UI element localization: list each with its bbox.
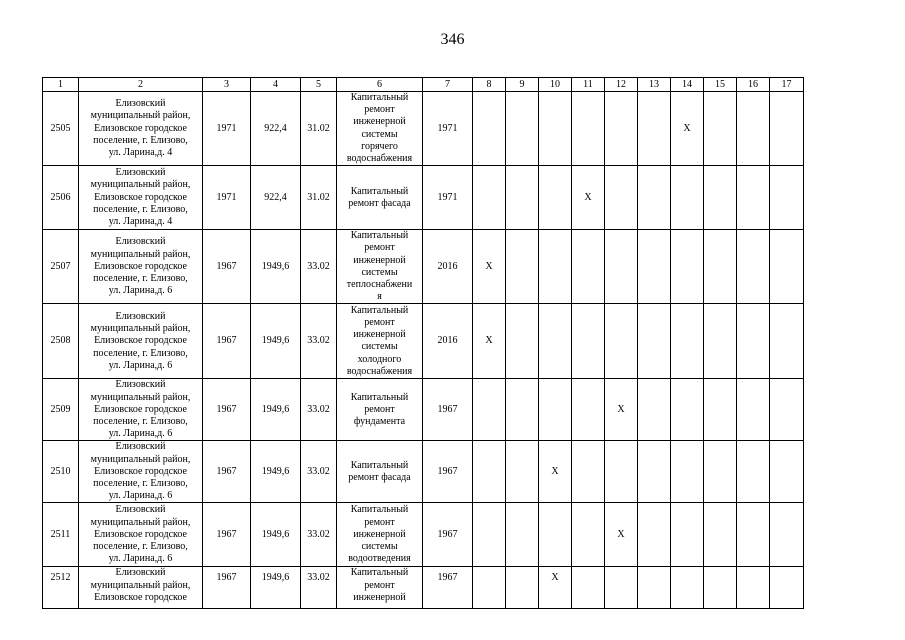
mark-cell <box>506 379 539 441</box>
type-code: 33.02 <box>301 441 337 503</box>
work-type-cell-line: ремонт <box>364 403 395 415</box>
mark-cell <box>704 230 737 304</box>
mark-cell <box>638 441 671 503</box>
work-type-cell-line: инженерной <box>353 329 406 341</box>
mark-cell <box>704 567 737 609</box>
mark-cell <box>770 379 804 441</box>
mark-cell <box>506 441 539 503</box>
address-cell-line: Елизовское городское <box>94 528 187 540</box>
planned-year: 1967 <box>423 379 473 441</box>
construction-year: 1967 <box>203 379 251 441</box>
address-cell-line: поселение, г. Елизово, <box>93 272 188 284</box>
work-type-cell-line: ремонт фасада <box>348 197 411 209</box>
work-type-cell-line: водоотведения <box>348 553 411 565</box>
type-code: 31.02 <box>301 166 337 230</box>
mark-cell <box>605 92 638 166</box>
column-header: 3 <box>203 78 251 92</box>
mark-cell <box>671 304 704 379</box>
mark-cell <box>473 567 506 609</box>
work-type-cell <box>337 92 423 166</box>
mark-cell <box>506 230 539 304</box>
mark-cell <box>473 92 506 166</box>
mark-cell <box>473 379 506 441</box>
mark-cell <box>671 379 704 441</box>
table-row <box>43 92 804 166</box>
work-type-cell-line: системы <box>361 341 398 353</box>
planned-year: 2016 <box>423 304 473 379</box>
type-code: 33.02 <box>301 379 337 441</box>
area-value: 1949,6 <box>251 503 301 567</box>
address-cell-line: Елизовское городское <box>94 403 187 415</box>
column-header: 13 <box>638 78 671 92</box>
address-cell-line: ул. Ларина,д. 6 <box>108 359 173 371</box>
address-cell-line: Елизовское городское <box>94 465 187 477</box>
work-type-cell-line: системы <box>361 266 398 278</box>
page-number: 346 <box>440 31 465 48</box>
work-type-cell-line: системы <box>361 128 398 140</box>
address-cell-line: Елизовское городское <box>94 335 187 347</box>
address-cell-line: поселение, г. Елизово, <box>93 541 188 553</box>
mark-cell <box>737 441 770 503</box>
type-code: 31.02 <box>301 92 337 166</box>
work-type-cell-line: ремонт <box>364 317 395 329</box>
mark-cell <box>572 567 605 609</box>
planned-year: 1967 <box>423 503 473 567</box>
column-header: 5 <box>301 78 337 92</box>
planned-year: 1967 <box>423 567 473 609</box>
work-type-cell-line: теплоснабжени <box>346 279 413 291</box>
column-header: 6 <box>337 78 423 92</box>
address-cell <box>79 166 203 230</box>
address-cell-line: ул. Ларина,д. 4 <box>108 146 173 158</box>
mark-cell <box>506 92 539 166</box>
area-value: 922,4 <box>251 166 301 230</box>
address-cell <box>79 441 203 503</box>
mark-cell <box>770 166 804 230</box>
mark-cell <box>638 92 671 166</box>
address-cell <box>79 304 203 379</box>
address-cell-line: Елизовское городское <box>94 591 187 603</box>
table-row <box>43 503 804 567</box>
row-number: 2510 <box>43 441 79 503</box>
address-cell-line: ул. Ларина,д. 6 <box>108 285 173 297</box>
mark-cell <box>770 230 804 304</box>
mark-cell <box>539 304 572 379</box>
mark-cell <box>671 441 704 503</box>
address-cell-line: ул. Ларина,д. 6 <box>108 428 173 440</box>
mark-cell <box>638 503 671 567</box>
work-type-cell <box>337 166 423 230</box>
area-value: 922,4 <box>251 92 301 166</box>
row-number: 2507 <box>43 230 79 304</box>
address-cell <box>79 567 203 609</box>
mark-cell <box>572 92 605 166</box>
work-type-cell <box>337 567 423 609</box>
address-cell-line: Елизовский <box>115 167 166 179</box>
construction-year: 1971 <box>203 166 251 230</box>
mark-cell <box>638 230 671 304</box>
mark-cell: X <box>473 230 506 304</box>
work-type-cell-line: инженерной <box>353 591 406 603</box>
mark-cell <box>737 379 770 441</box>
construction-year: 1967 <box>203 304 251 379</box>
mark-cell <box>671 567 704 609</box>
work-type-cell-line: инженерной <box>353 116 406 128</box>
row-number: 2511 <box>43 503 79 567</box>
address-cell-line: муниципальный район, <box>90 579 191 591</box>
construction-year: 1967 <box>203 230 251 304</box>
mark-cell: X <box>605 379 638 441</box>
row-number: 2506 <box>43 166 79 230</box>
planned-year: 1971 <box>423 166 473 230</box>
address-cell-line: Елизовское городское <box>94 260 187 272</box>
planned-year: 1971 <box>423 92 473 166</box>
address-cell-line: муниципальный район, <box>90 248 191 260</box>
mark-cell <box>605 304 638 379</box>
address-cell-line: поселение, г. Елизово, <box>93 478 188 490</box>
mark-cell <box>638 304 671 379</box>
work-type-cell-line: я <box>377 291 382 303</box>
address-cell <box>79 230 203 304</box>
table-body <box>43 78 804 609</box>
mark-cell <box>671 503 704 567</box>
address-cell-line: Елизовский <box>115 379 166 391</box>
construction-year: 1967 <box>203 503 251 567</box>
work-type-cell-line: фундамента <box>353 416 406 428</box>
mark-cell: X <box>605 503 638 567</box>
row-number: 2508 <box>43 304 79 379</box>
mark-cell <box>704 92 737 166</box>
column-header: 12 <box>605 78 638 92</box>
address-cell-line: Елизовский <box>115 310 166 322</box>
address-cell-line: Елизовский <box>115 236 166 248</box>
address-cell-line: ул. Ларина,д. 6 <box>108 553 173 565</box>
type-code: 33.02 <box>301 230 337 304</box>
table-row <box>43 166 804 230</box>
column-header: 7 <box>423 78 473 92</box>
mark-cell <box>506 567 539 609</box>
row-number: 2509 <box>43 379 79 441</box>
table-row <box>43 379 804 441</box>
address-cell-line: муниципальный район, <box>90 323 191 335</box>
address-cell-line: поселение, г. Елизово, <box>93 347 188 359</box>
work-type-cell-line: Капитальный <box>350 459 409 471</box>
mark-cell <box>671 230 704 304</box>
work-type-cell-line: горячего <box>361 140 398 152</box>
mark-cell <box>737 503 770 567</box>
mark-cell <box>704 441 737 503</box>
mark-cell <box>770 567 804 609</box>
area-value: 1949,6 <box>251 230 301 304</box>
address-cell-line: ул. Ларина,д. 6 <box>108 490 173 502</box>
table-row <box>43 567 804 609</box>
work-type-cell-line: холодного <box>357 353 402 365</box>
mark-cell: X <box>572 166 605 230</box>
work-type-cell-line: Капитальный <box>350 567 409 579</box>
address-cell-line: ул. Ларина,д. 4 <box>108 216 173 228</box>
table-row <box>43 441 804 503</box>
construction-year: 1967 <box>203 441 251 503</box>
work-type-cell-line: инженерной <box>353 528 406 540</box>
address-cell <box>79 92 203 166</box>
mark-cell <box>704 166 737 230</box>
header-row <box>43 78 804 92</box>
mark-cell <box>506 166 539 230</box>
mark-cell <box>638 166 671 230</box>
work-type-cell-line: Капитальный <box>350 504 409 516</box>
mark-cell <box>473 503 506 567</box>
work-type-cell-line: ремонт <box>364 579 395 591</box>
address-cell <box>79 379 203 441</box>
work-type-cell <box>337 503 423 567</box>
work-type-cell <box>337 230 423 304</box>
address-cell-line: муниципальный район, <box>90 391 191 403</box>
mark-cell <box>704 379 737 441</box>
table-row <box>43 304 804 379</box>
address-cell-line: муниципальный район, <box>90 453 191 465</box>
work-type-cell-line: Капитальный <box>350 391 409 403</box>
work-type-cell-line: водоснабжения <box>346 153 413 165</box>
mark-cell <box>605 567 638 609</box>
registry-table <box>42 77 804 609</box>
address-cell-line: Елизовский <box>115 441 166 453</box>
type-code: 33.02 <box>301 503 337 567</box>
column-header: 4 <box>251 78 301 92</box>
mark-cell <box>770 92 804 166</box>
work-type-cell <box>337 441 423 503</box>
area-value: 1949,6 <box>251 379 301 441</box>
mark-cell <box>737 92 770 166</box>
mark-cell <box>737 567 770 609</box>
mark-cell <box>605 441 638 503</box>
mark-cell <box>671 166 704 230</box>
mark-cell <box>704 503 737 567</box>
work-type-cell-line: водоснабжения <box>346 365 413 377</box>
address-cell-line: муниципальный район, <box>90 110 191 122</box>
address-cell-line: муниципальный район, <box>90 179 191 191</box>
mark-cell <box>638 379 671 441</box>
address-cell <box>79 503 203 567</box>
mark-cell <box>605 230 638 304</box>
work-type-cell <box>337 304 423 379</box>
mark-cell <box>506 304 539 379</box>
mark-cell <box>704 304 737 379</box>
mark-cell <box>473 166 506 230</box>
construction-year: 1967 <box>203 567 251 609</box>
column-header: 14 <box>671 78 704 92</box>
planned-year: 2016 <box>423 230 473 304</box>
mark-cell <box>770 503 804 567</box>
mark-cell <box>737 166 770 230</box>
planned-year: 1967 <box>423 441 473 503</box>
address-cell-line: Елизовское городское <box>94 122 187 134</box>
mark-cell <box>506 503 539 567</box>
row-number: 2505 <box>43 92 79 166</box>
work-type-cell-line: инженерной <box>353 254 406 266</box>
mark-cell: X <box>473 304 506 379</box>
mark-cell <box>737 230 770 304</box>
address-cell-line: Елизовский <box>115 98 166 110</box>
column-header: 2 <box>79 78 203 92</box>
work-type-cell <box>337 379 423 441</box>
area-value: 1949,6 <box>251 304 301 379</box>
row-number: 2512 <box>43 567 79 609</box>
mark-cell <box>572 230 605 304</box>
column-header: 8 <box>473 78 506 92</box>
work-type-cell-line: Капитальный <box>350 304 409 316</box>
mark-cell <box>572 379 605 441</box>
mark-cell <box>539 230 572 304</box>
mark-cell <box>572 441 605 503</box>
mark-cell <box>539 166 572 230</box>
work-type-cell-line: Капитальный <box>350 230 409 242</box>
address-cell-line: Елизовский <box>115 567 166 579</box>
type-code: 33.02 <box>301 567 337 609</box>
address-cell-line: Елизовский <box>115 504 166 516</box>
mark-cell: X <box>539 567 572 609</box>
mark-cell <box>770 304 804 379</box>
type-code: 33.02 <box>301 304 337 379</box>
mark-cell <box>572 304 605 379</box>
address-cell-line: муниципальный район, <box>90 516 191 528</box>
work-type-cell-line: ремонт <box>364 104 395 116</box>
address-cell-line: поселение, г. Елизово, <box>93 203 188 215</box>
address-cell-line: поселение, г. Елизово, <box>93 134 188 146</box>
mark-cell <box>539 503 572 567</box>
mark-cell <box>539 379 572 441</box>
mark-cell <box>770 441 804 503</box>
work-type-cell-line: ремонт фасада <box>348 471 411 483</box>
mark-cell <box>539 92 572 166</box>
column-header: 17 <box>770 78 804 92</box>
construction-year: 1971 <box>203 92 251 166</box>
work-type-cell-line: Капитальный <box>350 92 409 103</box>
column-header: 11 <box>572 78 605 92</box>
mark-cell <box>605 166 638 230</box>
column-header: 9 <box>506 78 539 92</box>
address-cell-line: поселение, г. Елизово, <box>93 416 188 428</box>
area-value: 1949,6 <box>251 441 301 503</box>
column-header: 16 <box>737 78 770 92</box>
address-cell-line: Елизовское городское <box>94 191 187 203</box>
table-row <box>43 230 804 304</box>
mark-cell <box>572 503 605 567</box>
work-type-cell-line: системы <box>361 541 398 553</box>
column-header: 10 <box>539 78 572 92</box>
column-header: 15 <box>704 78 737 92</box>
area-value: 1949,6 <box>251 567 301 609</box>
work-type-cell-line: ремонт <box>364 516 395 528</box>
work-type-cell-line: ремонт <box>364 242 395 254</box>
mark-cell <box>638 567 671 609</box>
work-type-cell-line: Капитальный <box>350 185 409 197</box>
mark-cell: X <box>539 441 572 503</box>
column-header: 1 <box>43 78 79 92</box>
mark-cell <box>473 441 506 503</box>
mark-cell <box>737 304 770 379</box>
mark-cell: X <box>671 92 704 166</box>
